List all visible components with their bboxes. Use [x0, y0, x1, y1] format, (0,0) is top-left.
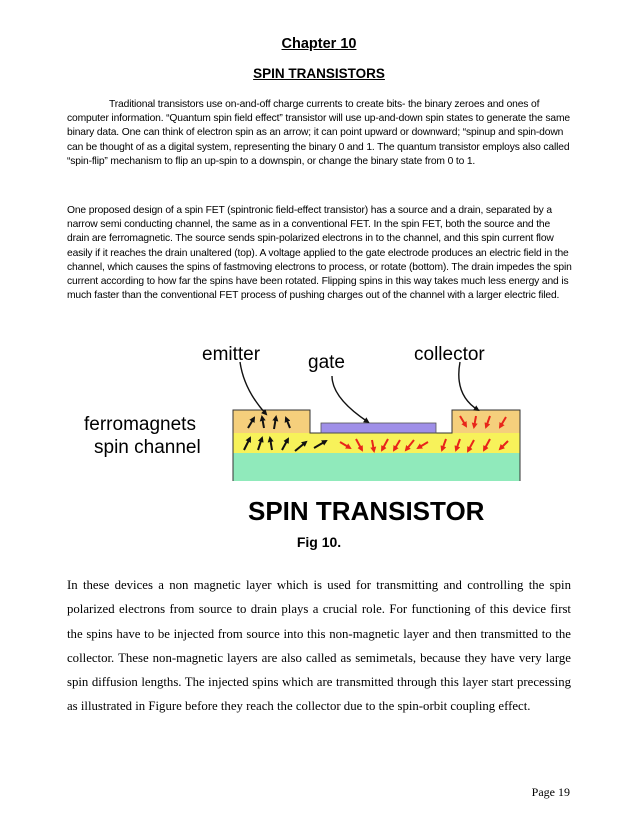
label-gate: gate — [308, 352, 345, 373]
chapter-title: SPIN TRANSISTORS — [253, 66, 385, 81]
spin-transistor-figure — [62, 340, 538, 528]
spin-channel-layer — [233, 433, 520, 453]
label-ferromagnets: ferromagnets — [84, 414, 196, 435]
paragraph-non-magnetic-layer: In these devices a non magnetic layer which is used for transmitting and controlling the spin polarized electrons from source to drain plays a crucial role. For functioning of this device first the spins have to be injected from source into this non-magnetic layer and then transmitted to the collector. These non-magnetic layers are also called as semimetals, because they have very large spin diffusion lengths. The injected spins which are transmitted through this layer start precessing as illustrated in Figure before they reach the collector due to the spin-orbit coupling effect. — [67, 578, 571, 714]
substrate-layer — [233, 453, 520, 481]
label-emitter: emitter — [202, 344, 261, 365]
figure-caption: Fig 10. — [296, 534, 342, 550]
emitter-ferromagnet — [233, 410, 310, 433]
figure-banner: SPIN TRANSISTOR — [248, 496, 485, 526]
paragraph-intro: Traditional transistors use on-and-off charge currents to create bits- the binary zeroes and ones of computer information. “Quantum spin field effect” transistor will use up-and-down spin states to generate the same binary data. One can think of electron spin as an arrow; it can point upward or downward; “spinup and spin-down can be thought of as a digital system, representing the binary 0 and 1. The quantum transistor employs also called “spin-flip” mechanism to flip an up-spin to a downspin, or change the binary state from 0 to 1. — [67, 99, 570, 167]
label-spin-channel: spin channel — [94, 437, 201, 458]
paragraph-spin-fet: One proposed design of a spin FET (spintronic field-effect transistor) has a source and a drain, separated by a narrow semi conducting channel, the same as in a conventional FET. In the spin FET, both the source and the drain are ferromagnetic. The source sends spin-polarized electrons in to the channel, and this spin current flow easily if it reaches the drain unaltered (top). A voltage applied to the gate electrode produces an electric field in the channel, which causes the spins of fastmoving electrons to process, or rotate (bottom). The drain impedes the spin current according to how far the spins have been rotated. Flipping spins in this way takes much less energy and is much faster than the conventional FET process of pushing charges out of the channel with a larger electric filed. — [67, 205, 572, 302]
chapter-heading: Chapter 10 — [281, 36, 357, 52]
page-number: Page 19 — [531, 785, 570, 799]
label-collector: collector — [414, 344, 485, 365]
gate-electrode — [321, 423, 436, 433]
